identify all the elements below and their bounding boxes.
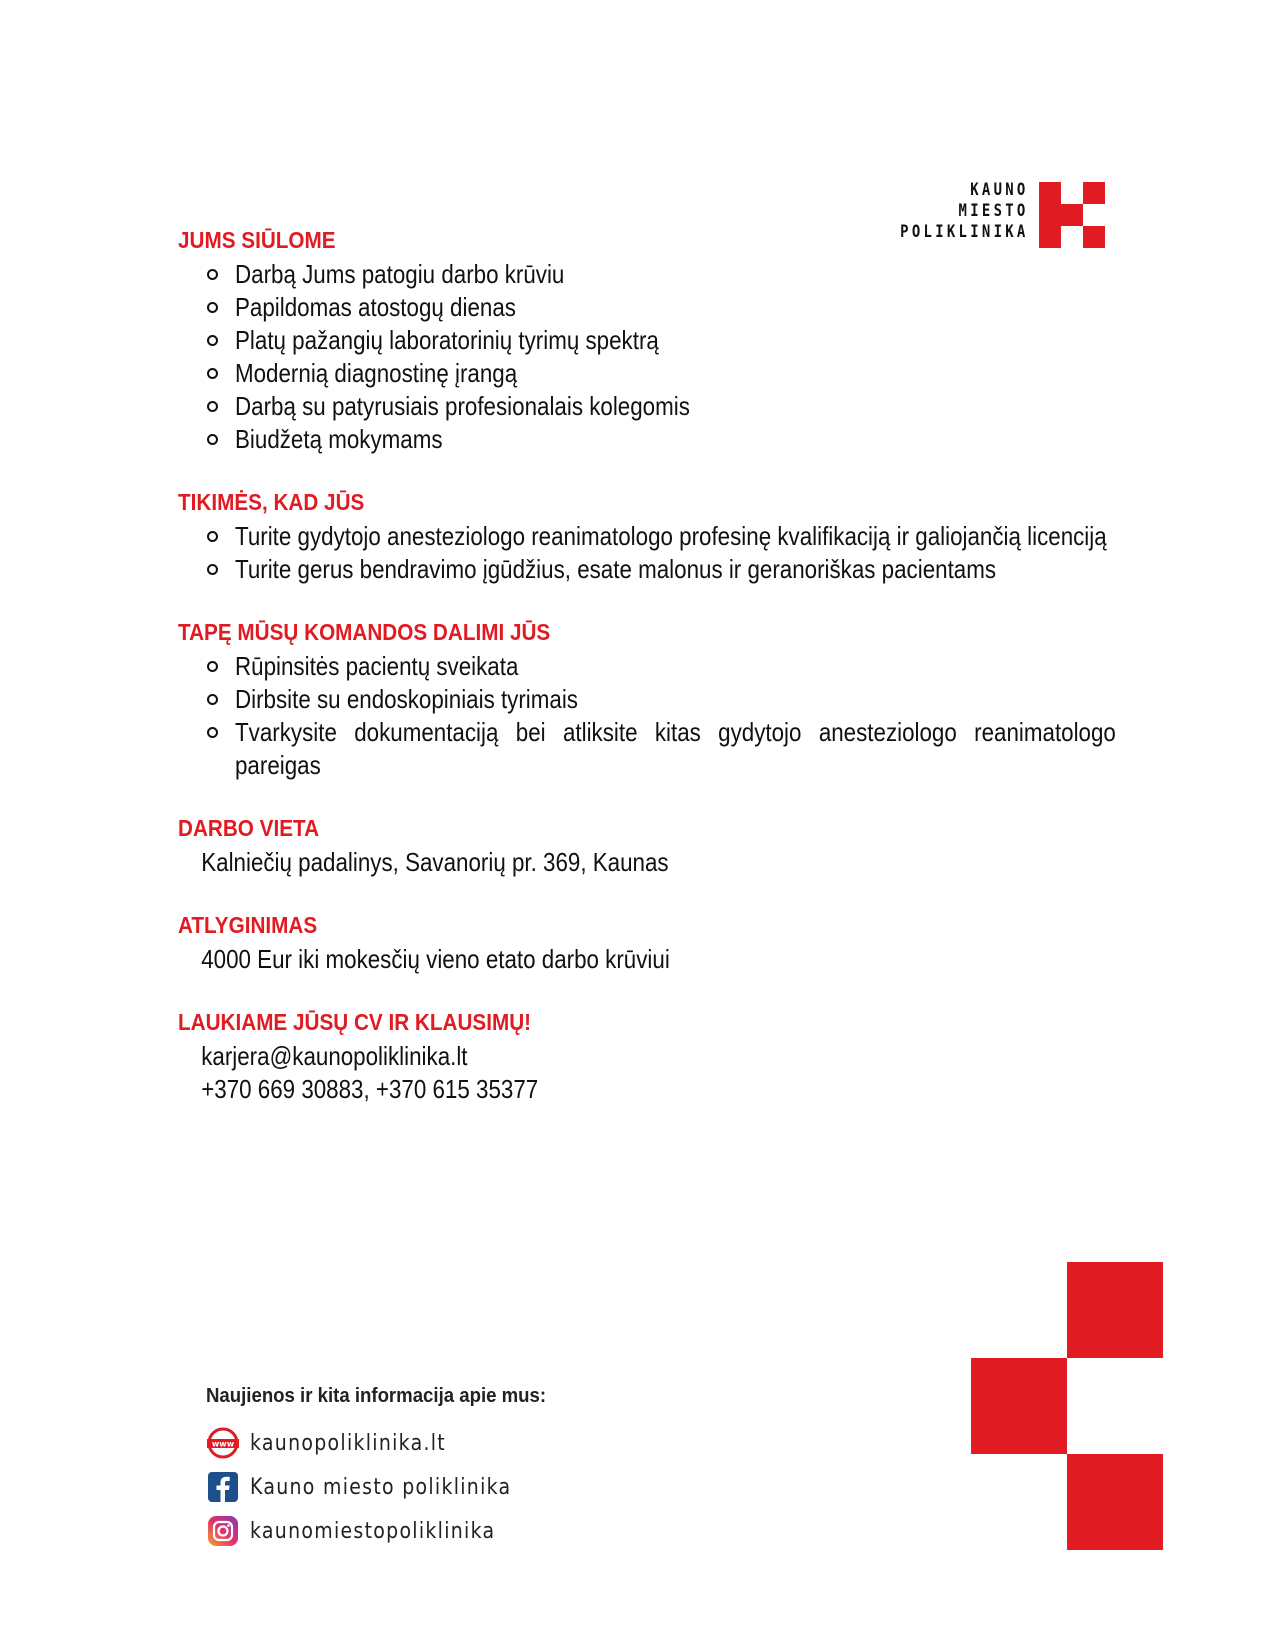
list-item: Modernią diagnostinę įrangą xyxy=(178,357,1118,390)
section-title: JUMS SIŪLOME xyxy=(178,227,336,253)
list-item: Papildomas atostogų dienas xyxy=(178,291,1118,324)
list-item: Rūpinsitės pacientų sveikata xyxy=(178,650,1118,683)
list-item: Tvarkysite dokumentaciją bei atliksite kitas gydytojo anesteziologo reanimatologo pareigas xyxy=(178,716,1118,782)
decorative-squares xyxy=(971,1262,1163,1550)
circle-bullet-icon xyxy=(207,531,218,542)
duties-list xyxy=(178,650,1118,782)
circle-bullet-icon xyxy=(207,368,218,379)
contact-email[interactable]: karjera@kaunopoliklinika.lt xyxy=(201,1041,468,1071)
logo-line: KAUNO xyxy=(970,180,1029,200)
list-item: Turite gerus bendravimo įgūdžius, esate malonus ir geranoriškas pacientams xyxy=(178,553,1118,586)
facebook-link[interactable] xyxy=(206,1465,572,1509)
circle-bullet-icon xyxy=(207,434,218,445)
logo-line: POLIKLINIKA xyxy=(900,222,1029,242)
section-contacts xyxy=(178,1006,1118,1106)
circle-bullet-icon xyxy=(207,269,218,280)
section-workplace xyxy=(178,812,1118,879)
list-item: Dirbsite su endoskopiniais tyrimais xyxy=(178,683,1118,716)
section-title: TIKIMĖS, KAD JŪS xyxy=(178,489,365,515)
offer-list xyxy=(178,258,1118,456)
circle-bullet-icon xyxy=(207,661,218,672)
svg-text:www: www xyxy=(211,1439,235,1449)
circle-bullet-icon xyxy=(207,401,218,412)
instagram-label: kaunomiestopoliklinika xyxy=(250,1518,496,1544)
circle-bullet-icon xyxy=(207,564,218,575)
list-item: Darbą Jums patogiu darbo krūviu xyxy=(178,258,1118,291)
website-label: kaunopoliklinika.lt xyxy=(250,1430,447,1456)
section-title: ATLYGINIMAS xyxy=(178,912,318,938)
section-requirements xyxy=(178,486,1118,586)
instagram-icon xyxy=(206,1514,240,1548)
section-duties xyxy=(178,616,1118,782)
section-salary xyxy=(178,909,1118,976)
circle-bullet-icon xyxy=(207,302,218,313)
section-title: TAPĘ MŪSŲ KOMANDOS DALIMI JŪS xyxy=(178,619,551,645)
contact-phones[interactable]: +370 669 30883, +370 615 35377 xyxy=(201,1074,539,1104)
section-offer xyxy=(178,224,1118,456)
facebook-label: Kauno miesto poliklinika xyxy=(250,1474,512,1500)
job-ad-content xyxy=(178,224,1118,1136)
list-item: Platų pažangių laboratorinių tyrimų spektrą xyxy=(178,324,1118,357)
logo-line: MIESTO xyxy=(958,201,1029,221)
section-title: LAUKIAME JŪSŲ CV IR KLAUSIMŲ! xyxy=(178,1009,532,1035)
circle-bullet-icon xyxy=(207,694,218,705)
www-globe-icon xyxy=(206,1426,240,1460)
footer-links xyxy=(206,1385,572,1553)
facebook-icon xyxy=(206,1470,240,1504)
requirements-list xyxy=(178,520,1118,586)
instagram-link[interactable] xyxy=(206,1509,572,1553)
section-title: DARBO VIETA xyxy=(178,815,320,841)
workplace-address: Kalniečių padalinys, Savanorių pr. 369, Kaunas xyxy=(201,847,669,877)
circle-bullet-icon xyxy=(207,727,218,738)
salary-text: 4000 Eur iki mokesčių vieno etato darbo krūviui xyxy=(201,944,670,974)
list-item: Biudžetą mokymams xyxy=(178,423,1118,456)
list-item: Darbą su patyrusiais profesionalais kolegomis xyxy=(178,390,1118,423)
list-item: Turite gydytojo anesteziologo reanimatologo profesinę kvalifikaciją ir galiojančią licenciją xyxy=(178,520,1118,553)
website-link[interactable] xyxy=(206,1421,572,1465)
footer-title: Naujienos ir kita informacija apie mus: xyxy=(206,1385,547,1407)
circle-bullet-icon xyxy=(207,335,218,346)
